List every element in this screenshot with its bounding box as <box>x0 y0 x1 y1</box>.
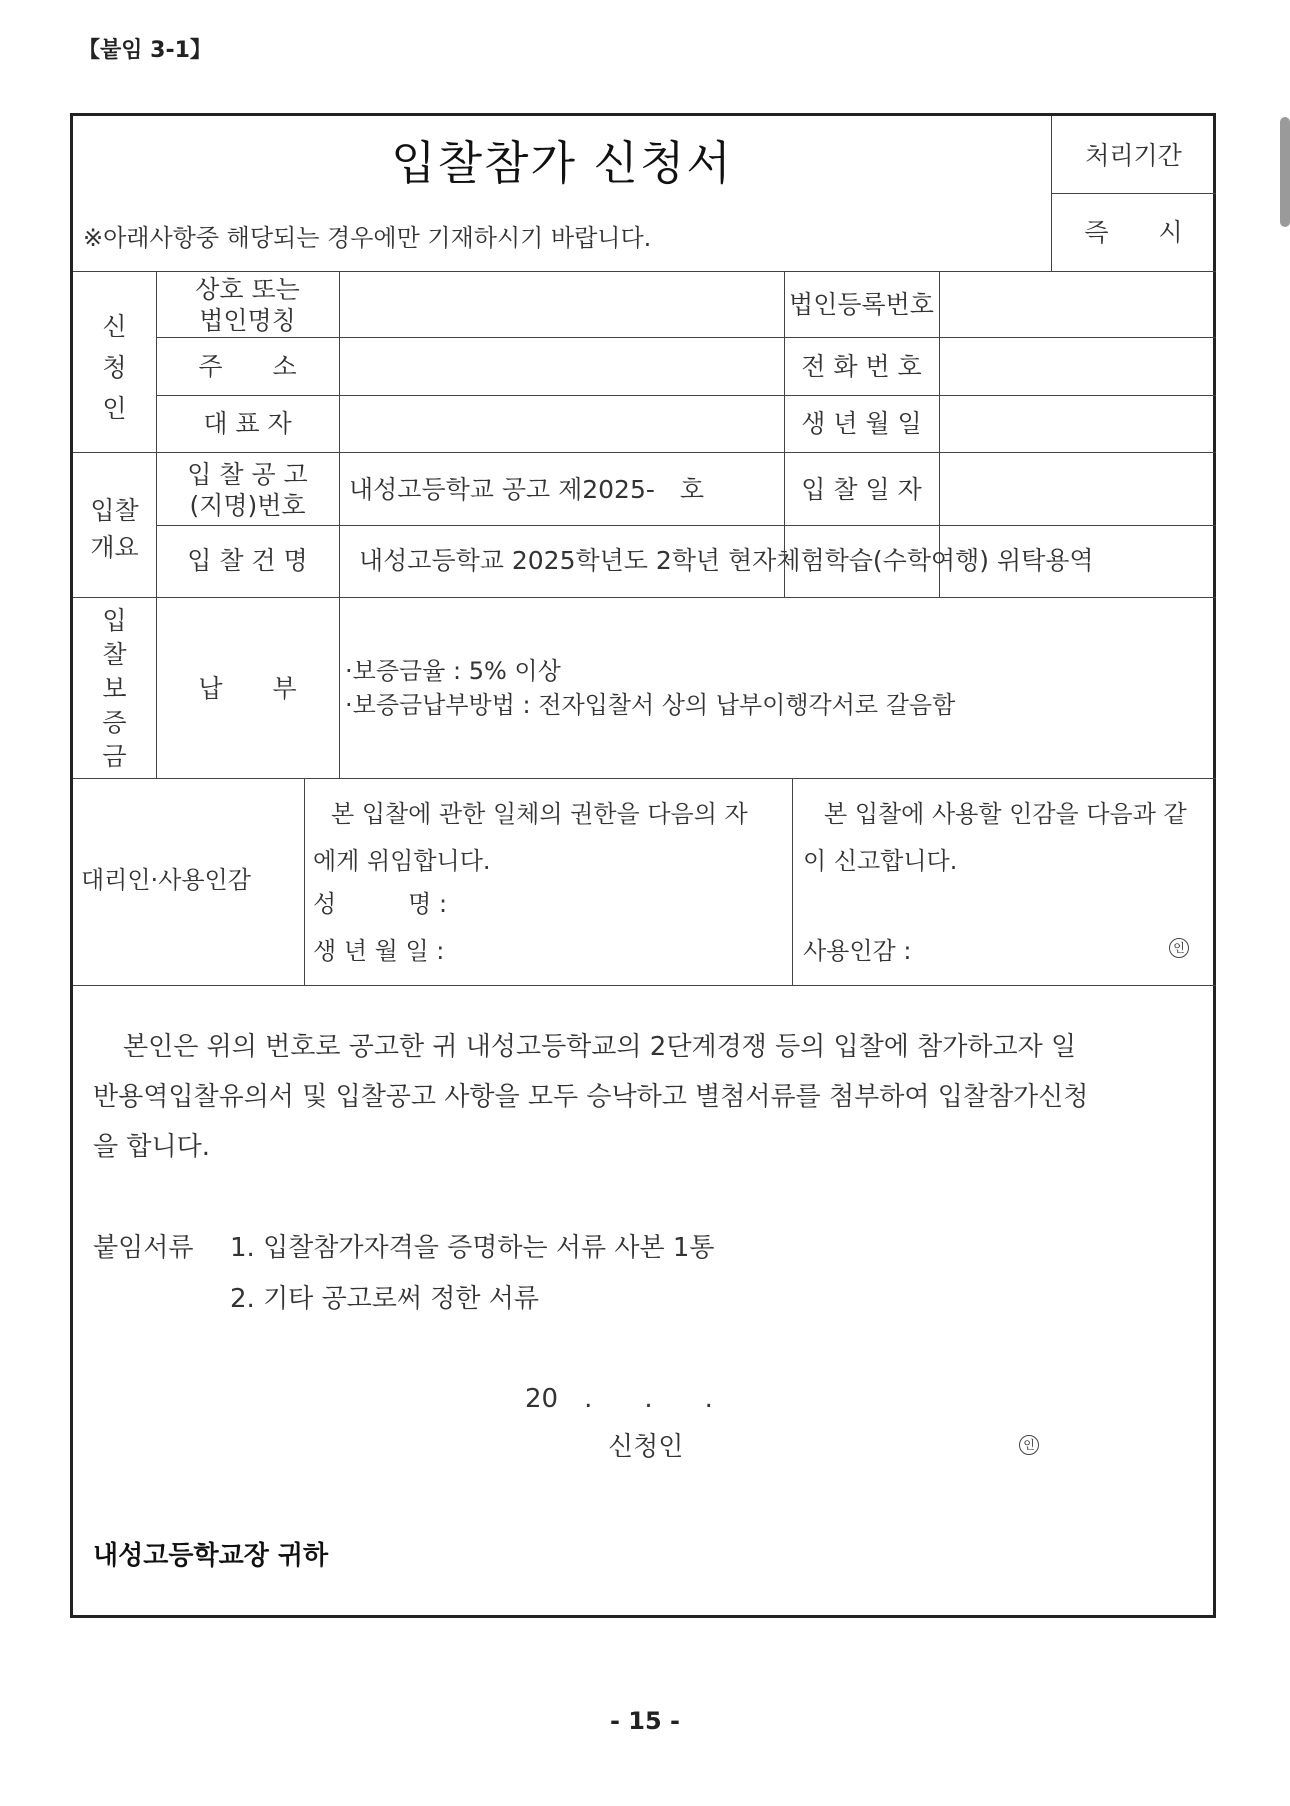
corp-reg-field[interactable] <box>941 273 1215 336</box>
company-label <box>156 274 339 336</box>
corp-reg-label: 법인등록번호 <box>789 290 934 319</box>
grid-line <box>73 452 1216 453</box>
attachment-item-1: 1. 입찰참가자격을 증명하는 서류 사본 1통 <box>230 1233 715 1263</box>
seal-mark-icon: 인 <box>1169 938 1189 958</box>
bid-date-field[interactable] <box>941 454 1215 524</box>
representative-field[interactable] <box>341 397 783 451</box>
seal-text-line1: 본 입찰에 사용할 인감을 다음과 같 <box>824 800 1187 828</box>
grid-line <box>339 271 340 778</box>
phone-label: 전 화 번 호 <box>801 352 922 381</box>
grid-line <box>156 337 1216 338</box>
bid-bond-label <box>73 604 156 774</box>
label-char: 증 <box>102 708 127 737</box>
seal-label: 사용인감 : <box>803 937 912 965</box>
grid-line <box>304 778 305 985</box>
birth-field[interactable] <box>941 397 1215 451</box>
label-char: 찰 <box>102 640 127 669</box>
bond-rate-text: ·보증금율 : 5% 이상 <box>345 657 561 685</box>
company-name-field[interactable] <box>341 273 783 336</box>
bid-date-label: 입 찰 일 자 <box>801 475 922 504</box>
address-label: 주 소 <box>198 352 297 381</box>
label-line: (지명)번호 <box>189 491 306 520</box>
label-char: 금 <box>102 742 127 771</box>
form-title: 입찰참가 신청서 <box>391 136 733 190</box>
bid-name-value: 내성고등학교 2025학년도 2학년 현자체험학습(수학여행) 위탁용역 <box>359 546 1094 575</box>
delegate-text-line1: 본 입찰에 관한 일체의 권한을 다음의 자 <box>331 800 748 828</box>
seal-mark-icon: 인 <box>1019 1435 1039 1455</box>
birth-label: 생 년 월 일 <box>801 409 922 438</box>
page-number: - 15 - <box>609 1707 681 1735</box>
agent-birth-label: 생 년 월 일 : <box>313 937 445 965</box>
bid-name-label: 입 찰 건 명 <box>187 546 308 575</box>
label-char: 신 <box>102 312 127 341</box>
grid-line <box>73 985 1216 986</box>
grid-line <box>73 271 1216 272</box>
seal-text-line2: 이 신고합니다. <box>803 847 958 875</box>
bond-method-text: ·보증금납부방법 : 전자입찰서 상의 납부이행각서로 갈음함 <box>345 691 956 719</box>
company-label-line2: 법인명칭 <box>199 306 296 335</box>
applicant-sign-label: 신청인 <box>608 1432 684 1462</box>
grid-line <box>156 525 1216 526</box>
grid-line <box>792 778 793 985</box>
declaration-line3: 을 합니다. <box>93 1132 210 1162</box>
agent-name-label: 성 명 : <box>313 890 448 918</box>
date-line: 20 . . . <box>525 1384 713 1414</box>
grid-line <box>1051 193 1216 194</box>
delegate-text-line2: 에게 위임합니다. <box>313 847 491 875</box>
label-line: 입 찰 공 고 <box>187 460 308 489</box>
company-label-line1: 상호 또는 <box>195 275 300 304</box>
attachment-item-2: 2. 기타 공고로써 정한 서류 <box>230 1284 540 1314</box>
agent-section-label: 대리인·사용인감 <box>81 866 251 894</box>
label-char: 인 <box>102 394 127 423</box>
label-char: 청 <box>102 353 127 382</box>
grid-line <box>73 778 1216 779</box>
notice-number-label <box>156 459 339 521</box>
grid-line <box>1051 116 1052 271</box>
form-note: ※아래사항중 해당되는 경우에만 기재하시기 바랍니다. <box>83 224 652 252</box>
label-char: 입 <box>102 606 127 635</box>
grid-line <box>73 597 1216 598</box>
notice-number-value: 내성고등학교 공고 제2025- 호 <box>349 475 705 504</box>
label-line: 개요 <box>90 533 139 562</box>
declaration-line1: 본인은 위의 번호로 공고한 귀 내성고등학교의 2단계경쟁 등의 입찰에 참가하고자 일 <box>123 1032 1077 1062</box>
representative-label: 대 표 자 <box>203 409 292 438</box>
label-char: 보 <box>102 674 127 703</box>
addressee: 내성고등학교장 귀하 <box>93 1541 329 1571</box>
phone-field[interactable] <box>941 339 1215 394</box>
address-field[interactable] <box>341 339 783 394</box>
grid-line <box>156 395 1216 396</box>
applicant-section-label <box>73 306 156 429</box>
grid-line <box>156 271 157 778</box>
payment-label: 납 부 <box>198 674 297 703</box>
attachments-label: 붙임서류 <box>93 1233 194 1263</box>
bid-overview-label <box>73 492 156 566</box>
application-form <box>70 113 1216 1618</box>
label-line: 입찰 <box>90 496 139 525</box>
processing-period-label: 처리기간 <box>1085 141 1182 170</box>
attachment-label: 【붙임 3-1】 <box>78 38 212 63</box>
scrollbar[interactable] <box>1280 117 1290 227</box>
declaration-line2: 반용역입찰유의서 및 입찰공고 사항을 모두 승낙하고 별첨서류를 첨부하여 입찰참가신청 <box>93 1082 1089 1112</box>
processing-period-value: 즉 시 <box>1084 218 1183 247</box>
